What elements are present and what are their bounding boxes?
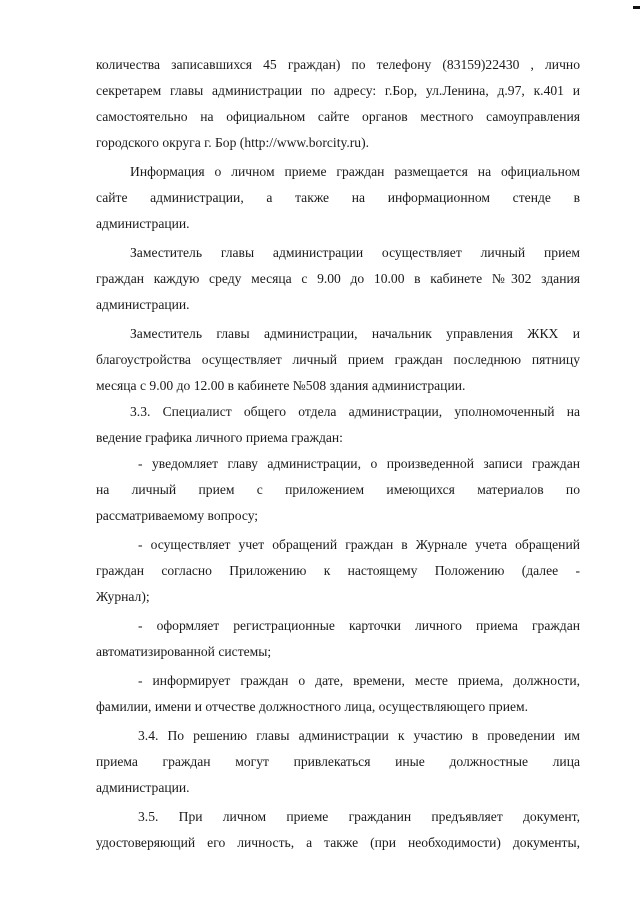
text-line: самостоятельно на официальном сайте органов местного самоуправления bbox=[96, 109, 580, 124]
text-line: - информирует граждан о дате, времени, месте приема, должности, bbox=[138, 673, 580, 688]
text-line: 3.5. При личном приеме гражданин предъявляет документ, bbox=[138, 809, 580, 824]
text-line: граждан каждую среду месяца с 9.00 до 10.00 в кабинете №302 здания bbox=[96, 271, 580, 286]
text-line: - оформляет регистрационные карточки личного приема граждан bbox=[138, 618, 580, 633]
text-line: ведение графика личного приема граждан: bbox=[96, 430, 343, 445]
text-line: секретарем главы администрации по адресу: г.Бор, ул.Ленина, д.97, к.401 и bbox=[96, 83, 580, 98]
text-line: благоустройства осуществляет личный прием граждан последнюю пятницу bbox=[96, 352, 580, 367]
text-line: месяца с 9.00 до 12.00 в кабинете №508 здания администрации. bbox=[96, 378, 466, 393]
text-line: 3.4. По решению главы администрации к участию в проведении им bbox=[138, 728, 580, 743]
text-line: рассматриваемому вопросу; bbox=[96, 508, 259, 523]
document-body bbox=[96, 52, 580, 856]
text-line: администрации. bbox=[96, 297, 190, 312]
text-line: Заместитель главы администрации, начальник управления ЖКХ и bbox=[130, 326, 580, 341]
text-line: фамилии, имени и отчестве должностного лица, осуществляющего прием. bbox=[96, 699, 528, 714]
text-line: администрации. bbox=[96, 780, 190, 795]
text-line: администрации. bbox=[96, 216, 190, 231]
text-line: Журнал); bbox=[96, 589, 150, 604]
text-line: городского округа г. Бор (http://www.borcity.ru). bbox=[96, 135, 370, 150]
text-line: на личный прием с приложением имеющихся материалов по bbox=[96, 482, 580, 497]
text-line: - уведомляет главу администрации, о произведенной записи граждан bbox=[138, 456, 580, 471]
text-line: сайте администрации, а также на информационном стенде в bbox=[96, 190, 580, 205]
text-line: автоматизированной системы; bbox=[96, 644, 272, 659]
text-line: граждан согласно Приложению к настоящему Положению (далее - bbox=[96, 563, 580, 578]
text-line: Заместитель главы администрации осуществляет личный прием bbox=[130, 245, 580, 260]
text-line: количества записавшихся 45 граждан) по телефону (83159)22430 , лично bbox=[96, 57, 580, 72]
corner-mark bbox=[633, 6, 640, 9]
text-line: Информация о личном приеме граждан размещается на официальном bbox=[130, 164, 580, 179]
text-line: 3.3. Специалист общего отдела администрации, уполномоченный на bbox=[130, 404, 580, 419]
text-line: удостоверяющий его личность, а также (при необходимости) документы, bbox=[96, 835, 580, 850]
text-line: - осуществляет учет обращений граждан в Журнале учета обращений bbox=[138, 537, 580, 552]
text-line: приема граждан могут привлекаться иные должностные лица bbox=[96, 754, 580, 769]
